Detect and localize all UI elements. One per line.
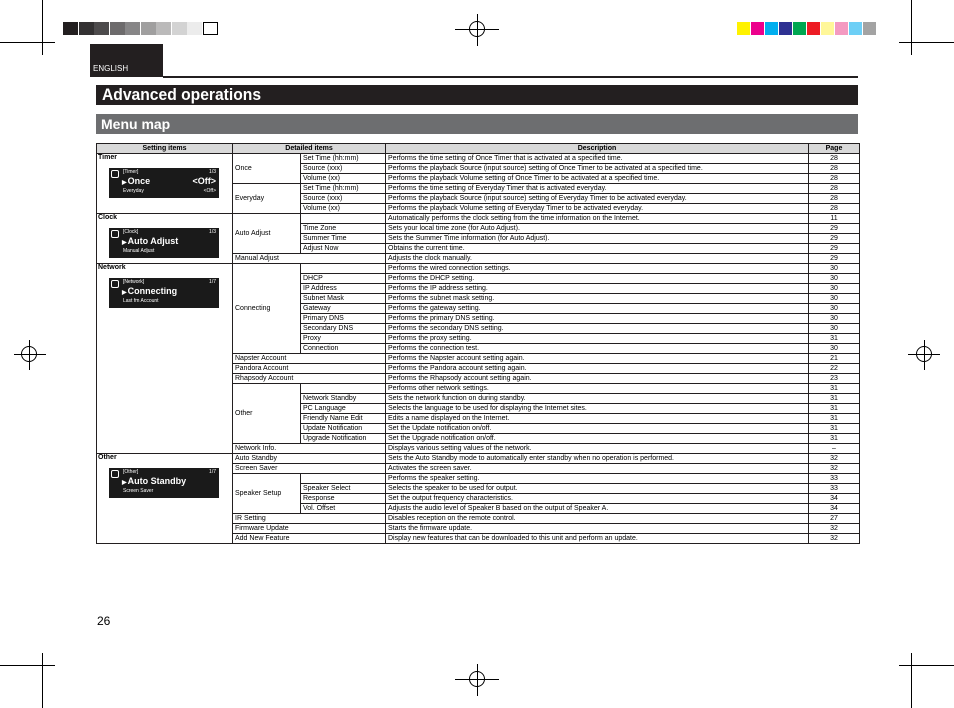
lcd-display-preview [109,168,219,198]
setting-item-cell [97,264,233,454]
page-ref-cell: 23 [809,374,860,384]
page-ref-cell: 29 [809,224,860,234]
description-cell: Sets the Auto Standby mode to automatically enter standby when no operation is performed. [386,454,809,464]
sub-item-cell: Secondary DNS [301,324,386,334]
detailed-item-cell: Screen Saver [233,464,386,474]
color-swatch [849,22,862,35]
lcd-selected-value: <Off> [192,176,216,186]
page-title: Advanced operations [96,85,858,105]
setup-icon [111,470,119,478]
table-row [97,154,860,164]
page-ref-cell: 22 [809,364,860,374]
sub-item-cell: Set Time (hh:mm) [301,154,386,164]
detailed-item-cell: Napster Account [233,354,386,364]
description-cell: Obtains the current time. [386,244,809,254]
grey-swatch [94,22,109,35]
sub-item-cell: IP Address [301,284,386,294]
detailed-item-cell: Network Info. [233,444,386,454]
description-cell: Display new features that can be downloaded to this unit and perform an update. [386,534,809,544]
lcd-page-indicator: 1/3 [209,169,216,175]
setting-item-cell [97,154,233,214]
grey-swatch [187,22,202,35]
description-cell: Performs other network settings. [386,384,809,394]
page-ref-cell: 32 [809,524,860,534]
page-ref-cell: 30 [809,264,860,274]
detailed-item-cell: Everyday [233,184,301,214]
grey-swatch [141,22,156,35]
page-ref-cell: 30 [809,344,860,354]
description-cell: Performs the time setting of Everyday Timer that is activated everyday. [386,184,809,194]
table-row [97,454,860,464]
grey-swatch [63,22,78,35]
detailed-item-cell: Pandora Account [233,364,386,374]
lcd-next-item: Last fm Account [123,298,159,304]
page-ref-cell: 28 [809,164,860,174]
color-swatch [835,22,848,35]
sub-item-cell-empty [301,384,386,394]
page-ref-cell: – [809,444,860,454]
description-cell: Performs the primary DNS setting. [386,314,809,324]
page-ref-cell: 28 [809,184,860,194]
sub-item-cell: Proxy [301,334,386,344]
lcd-selected-item [122,477,186,488]
description-cell: Performs the playback Source (input source) setting of Everyday Timer to be activated everyday. [386,194,809,204]
detailed-item-cell: Connecting [233,264,301,354]
page-ref-cell: 33 [809,474,860,484]
cursor-arrow-icon: ▶ [122,180,127,186]
page-ref-cell: 29 [809,254,860,264]
description-cell: Performs the wired connection settings. [386,264,809,274]
lcd-page-indicator: 1/7 [209,279,216,285]
description-cell: Performs the Napster account setting again. [386,354,809,364]
sub-item-cell: Connection [301,344,386,354]
table-row [97,264,860,274]
cursor-arrow-icon: ▶ [122,290,127,296]
page-ref-cell: 27 [809,514,860,524]
description-cell: Set the output frequency characteristics. [386,494,809,504]
page-ref-cell: 31 [809,404,860,414]
page-ref-cell: 30 [809,294,860,304]
table-header-row [97,144,860,154]
sub-item-cell: Update Notification [301,424,386,434]
description-cell: Sets the network function on during standby. [386,394,809,404]
detailed-item-cell: Manual Adjust [233,254,386,264]
sub-item-cell: PC Language [301,404,386,414]
header-rule [163,76,858,78]
page-ref-cell: 31 [809,414,860,424]
detailed-item-cell: Auto Standby [233,454,386,464]
detailed-item-cell: Add New Feature [233,534,386,544]
description-cell: Performs the secondary DNS setting. [386,324,809,334]
color-swatch [751,22,764,35]
page-number: 26 [97,614,111,628]
page-ref-cell: 31 [809,424,860,434]
color-swatch [793,22,806,35]
lcd-next-item: Manual Adjust [123,248,155,254]
detailed-item-cell: IR Setting [233,514,386,524]
page-ref-cell: 32 [809,464,860,474]
setting-item-cell [97,454,233,544]
sub-item-cell: Source (xxx) [301,164,386,174]
page-ref-cell: 28 [809,174,860,184]
description-cell: Set the Update notification on/off. [386,424,809,434]
description-cell: Sets your local time zone (for Auto Adjust). [386,224,809,234]
description-cell: Performs the playback Volume setting of Once Timer to be activated at a specified time. [386,174,809,184]
lcd-next-value: <Off> [203,188,216,194]
grey-swatch [156,22,171,35]
page-ref-cell: 34 [809,494,860,504]
description-cell: Automatically performs the clock setting from the time information on the Internet. [386,214,809,224]
description-cell: Set the Upgrade notification on/off. [386,434,809,444]
sub-item-cell: Speaker Select [301,484,386,494]
description-cell: Performs the Pandora account setting again. [386,364,809,374]
page-ref-cell: 34 [809,504,860,514]
page-ref-cell: 21 [809,354,860,364]
description-cell: Selects the language to be used for displaying the Internet sites. [386,404,809,414]
grey-swatch [203,22,218,35]
description-cell: Performs the proxy setting. [386,334,809,344]
lcd-page-indicator: 1/7 [209,469,216,475]
description-cell: Sets the Summer Time information (for Auto Adjust). [386,234,809,244]
lcd-next-item: Everyday [123,188,144,194]
page-ref-cell: 30 [809,284,860,294]
lcd-selected-label: Auto Adjust [127,236,179,246]
sub-item-cell: Summer Time [301,234,386,244]
setting-item-cell [97,214,233,264]
page-ref-cell: 29 [809,234,860,244]
sub-item-cell: Gateway [301,304,386,314]
description-cell: Performs the subnet mask setting. [386,294,809,304]
setting-group-title: Network [98,264,126,271]
sub-item-cell: Network Standby [301,394,386,404]
table-row [97,214,860,224]
detailed-item-cell: Once [233,154,301,184]
lcd-display-preview [109,228,219,258]
setup-icon [111,230,119,238]
setup-icon [111,170,119,178]
cursor-arrow-icon: ▶ [122,240,127,246]
sub-item-cell: Response [301,494,386,504]
page-ref-cell: 32 [809,534,860,544]
color-swatch [779,22,792,35]
grey-swatch [110,22,125,35]
sub-item-cell-empty [301,474,386,484]
sub-item-cell: Adjust Now [301,244,386,254]
lcd-display-preview [109,468,219,498]
grey-swatch [79,22,94,35]
cursor-arrow-icon: ▶ [122,480,127,486]
setting-group-title: Timer [98,154,117,161]
detailed-item-cell: Speaker Setup [233,474,301,514]
col-setting-items: Setting items [97,144,233,154]
sub-item-cell: Friendly Name Edit [301,414,386,424]
menu-map-table [96,143,860,544]
sub-item-cell-empty [301,214,386,224]
lcd-selected-label: Auto Standby [127,476,187,486]
lcd-selected-label: Once [127,176,151,186]
lcd-display-preview [109,278,219,308]
description-cell: Adjusts the clock manually. [386,254,809,264]
grey-swatch [172,22,187,35]
color-swatch [737,22,750,35]
page-ref-cell: 30 [809,314,860,324]
grey-swatch [125,22,140,35]
page-ref-cell: 28 [809,204,860,214]
description-cell: Performs the speaker setting. [386,474,809,484]
sub-item-cell-empty [301,264,386,274]
description-cell: Performs the playback Source (input source) setting of Once Timer to be activated at a specified time. [386,164,809,174]
lcd-selected-item [122,287,177,298]
page-ref-cell: 33 [809,484,860,494]
lcd-breadcrumb: [Timer] [123,169,139,175]
description-cell: Performs the playback Volume setting of Everyday Timer to be activated everyday. [386,204,809,214]
setup-icon [111,280,119,288]
description-cell: Adjusts the audio level of Speaker B based on the output of Speaker A. [386,504,809,514]
detailed-item-cell: Firmware Update [233,524,386,534]
sub-item-cell: Volume (xx) [301,174,386,184]
sub-item-cell: Primary DNS [301,314,386,324]
description-cell: Disables reception on the remote control. [386,514,809,524]
page-ref-cell: 11 [809,214,860,224]
lcd-selected-label: Connecting [127,286,178,296]
sub-item-cell: Upgrade Notification [301,434,386,444]
sub-item-cell: Volume (xx) [301,204,386,214]
col-detailed-items: Detailed items [233,144,386,154]
description-cell: Edits a name displayed on the Internet. [386,414,809,424]
lcd-page-indicator: 1/3 [209,229,216,235]
page-ref-cell: 28 [809,194,860,204]
page-ref-cell: 31 [809,334,860,344]
setting-group-title: Clock [98,214,118,221]
lcd-selected-item [122,237,178,248]
color-swatch [807,22,820,35]
page-ref-cell: 31 [809,384,860,394]
description-cell: Activates the screen saver. [386,464,809,474]
col-description: Description [386,144,809,154]
lcd-next-item: Screen Saver [123,488,154,494]
sub-item-cell: DHCP [301,274,386,284]
setting-group-title: Other [98,454,117,461]
sub-item-cell: Time Zone [301,224,386,234]
lcd-breadcrumb: [Other] [123,469,139,475]
color-swatch [863,22,876,35]
description-cell: Performs the Rhapsody account setting again. [386,374,809,384]
sub-item-cell: Source (xxx) [301,194,386,204]
description-cell: Performs the gateway setting. [386,304,809,314]
sub-item-cell: Subnet Mask [301,294,386,304]
page-ref-cell: 31 [809,434,860,444]
page-ref-cell: 29 [809,244,860,254]
color-swatch [765,22,778,35]
sub-item-cell: Vol. Offset [301,504,386,514]
detailed-item-cell: Auto Adjust [233,214,301,254]
description-cell: Displays various setting values of the network. [386,444,809,454]
description-cell: Performs the DHCP setting. [386,274,809,284]
lcd-selected-item [122,177,150,188]
page-ref-cell: 31 [809,394,860,404]
lcd-breadcrumb: [Network] [123,279,145,285]
page-ref-cell: 28 [809,154,860,164]
page-ref-cell: 30 [809,304,860,314]
description-cell: Starts the firmware update. [386,524,809,534]
language-tab: ENGLISH [90,44,163,77]
detailed-item-cell: Rhapsody Account [233,374,386,384]
description-cell: Performs the time setting of Once Timer that is activated at a specified time. [386,154,809,164]
description-cell: Selects the speaker to be used for output. [386,484,809,494]
section-title: Menu map [96,114,858,134]
page-ref-cell: 32 [809,454,860,464]
color-swatch [821,22,834,35]
page-ref-cell: 30 [809,324,860,334]
detailed-item-cell: Other [233,384,301,444]
col-page: Page [809,144,860,154]
description-cell: Performs the IP address setting. [386,284,809,294]
page-ref-cell: 30 [809,274,860,284]
lcd-breadcrumb: [Clock] [123,229,139,235]
description-cell: Performs the connection test. [386,344,809,354]
sub-item-cell: Set Time (hh:mm) [301,184,386,194]
